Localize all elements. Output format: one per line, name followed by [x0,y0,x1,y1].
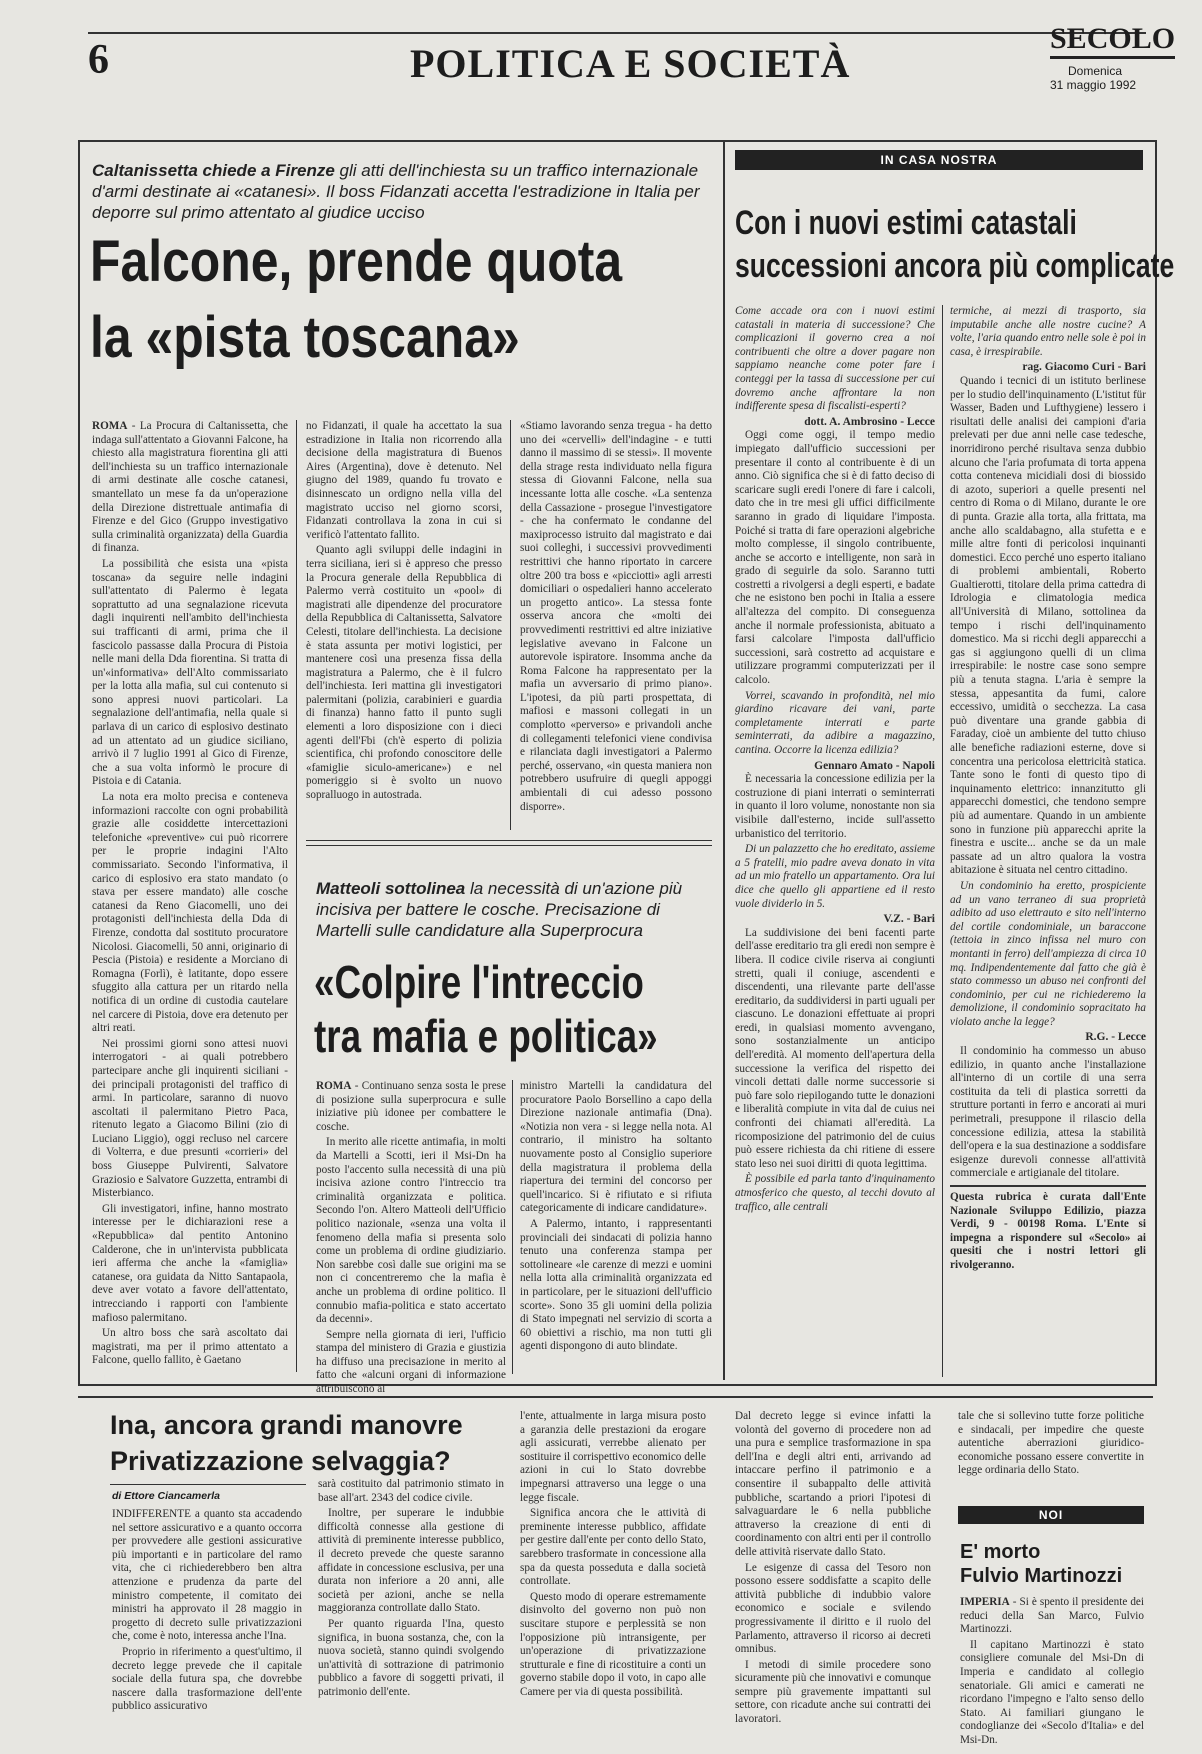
falcone-column-1 [92,420,288,1372]
falcone-col1-p5: Gli investigatori, infine, hanno mostrato interesse per le dichiarazioni rese a «Repubblica» dal pentito Antonino Calderone, che in un'intervista pubblicata ieri afferma che anche la «famiglia» catanese, ora guidata da Nitto Santapaola, deve aver votato a favore dell'attentato, intrecciando i rapporti con l'ambiente mafioso palermitano. [92,1202,288,1324]
estimi-answer-5: Il condominio ha commesso un abuso edilizio, in quanto anche l'installazione all'interno di un cortile di una serra costituita da teli di plastica sorretti da strutture portanti in ferro e ancorati ai muri perimetrali, presuppone il rilascio della concessione edilizia, attesa la stabilità dell'opera e la sua destinazione a soddisfare esigenze durevoli connesse all'attività commerciale e artigianale del titolare. [950,1045,1146,1180]
ina-col3-p3: Questo modo di operare estremamente disinvolto del governo non può non suscitare stupore e perplessità se non l'opposizione più intransigente, per un'operazione di privatizzazione strutturale e fine di ricostituire a conti un governo stabile dopo il voto, in capo alle Camere per via di questa possibilità. [520,1590,706,1698]
noi-headline-line2: Fulvio Martinozzi [960,1565,1123,1587]
estimi-answer-1: Oggi come oggi, il tempo medio impiegato dall'ufficio successioni per presentare il conto al contribuente è di un anno. Ciò significa che si è di fatto deciso di scaricare sugli eredi l'onere di fare i calcoli, dato che in tre mesi gli uffici difficilmente saranno in grado di liquidare l'imposta. Poiché si tratta di fare operazioni algebriche molto complesse, il singolo contribuente, anche se accorto e intelligente, non sarà in grado di seguirle da solo. Saranno tutti costretti a rivolgersi a degli esperti, e badate che ne esistono ben pochi in Italia a essere all'altezza del compito. Di conseguenza anche il normale professionista, abituato a farsi calcolare l'imposta dall'ufficio successioni, sarà costretto ad acquistare e utilizzare programmi computerizzati per il calcolo. [735,429,935,687]
gutter-rule [510,420,511,830]
noi-banner: NOI [958,1506,1144,1524]
gutter-rule [512,1080,513,1374]
noi-dateline: IMPERIA [960,1596,1010,1608]
section-title: POLITICA E SOCIETÀ [410,41,851,86]
page-number: 6 [88,37,109,83]
ina-column-3 [520,1410,706,1748]
ina-headline-line2: Privatizzazione selvaggia? [110,1446,451,1476]
falcone-col1-p1: - La Procura di Caltanissetta, che indaga sull'attentato a Giovanni Falcone, ha chiesto alla magistratura fiorentina gli atti dell'inchiesta su un traffico internazionale di armi destinate alle cosche catanesi, smantellato un mese fa da un'operazione della Direzione distrettuale antimafia di Firenze e del Gico (Gruppo investigativo sulla criminalità organizzata) della Guardia di finanza. [92,420,288,555]
matteoli-dateline: ROMA [316,1080,352,1092]
falcone-col1-p4: Nei prossimi giorni sono attesi nuovi interrogatori - ai quali potrebbero partecipare anche gli inquirenti siciliani - dei principali protagonisti del traffico di armi. In particolare, saranno di nuovo ascoltati il palermitano Pietro Paca, ritenuto legato a Giacomo Bilini (zio di Luciano Liggio), oggi recluso nel carcere di Volterra, e due presunti «corrieri» del boss Giuseppe Pulvirenti, Salvatore Graziosio e Salvatore Guzzetta, entrambi di Misterbianco. [92,1037,288,1200]
estimi-question-2: Vorrei, scavando in profondità, nel mio giardino ricavare dei vani, parte completamente interrati e parte seminterrati, da adibire a magazzino, cantina. Occorre la licenza edilizia? [735,689,935,756]
bottom-section-rule [78,1396,1153,1398]
matteoli-top-rule-2 [306,845,712,846]
byline-rule [110,1484,306,1485]
matteoli-col2-p1: ministro Martelli la candidatura del procuratore Paolo Borsellino a capo della Direzione nazionale antimafia (Dna). «Notizia non vera - si legge nella nota. Al contrario, il ministro ha soltanto nuovamente posto al Consiglio superiore della magistratura il problema della riapertura dei termini del concorso per quell'incarico. Si è rifiutato e si rifiuta categoricamente di indicare candidature». [520,1080,712,1215]
falcone-column-2 [306,420,502,830]
matteoli-column-1 [316,1080,506,1396]
falcone-col3-p1: «Stiamo lavorando senza tregua - ha detto uno dei «cervelli» dell'indagine - e tutti danno il massimo di se stessi». Il movente della strage resta individuato nella figura stessa di Giovanni Falcone, nella sua incessante lotta alle cosche. «La sentenza della Cassazione - prosegue l'investigatore - che ha confermato le condanne del maxiprocesso istruito dal magistrato e dai suoi colleghi, i successivi provvedimenti restrittivi che hanno riportato in carcere oltre 200 tra boss e «picciotti» agli arresti domiciliari o ospedalieri hanno accelerato un progetto antico». La stessa fonte osserva ancora che «molti dei provvedimenti restrittivi ed altre iniziative legislative avevano in Falcone un autorevole ispiratore. Insomma anche da Roma Falcone ha rappresentato per la mafia un avversario di primo piano». L'ipotesi, da più parti prospettata, di mafiosi e massoni collegati in un complotto «perverso» e privandoli anche di collegamenti telefonici viene condivisa e rilanciata dagli investigatori a Palermo perché, osservano, «in questa maniera non potrebbero usufruire di quegli appoggi ambientali di cui adesso possono disporre». [520,420,712,813]
ina-col3-p1: l'ente, attualmente in larga misura posto a garanzia delle prestazioni da erogare agli assicurati, verrebbe alienato per sostituire il corrispettivo economico delle azioni in cui lo Stato dovrebbe impegnarsi attraverso una legge o una legge fiscale. [520,1410,706,1504]
falcone-col2-p2: Quanto agli sviluppi delle indagini in terra siciliana, ieri si è appreso che presso la Procura generale della Repubblica di Palermo verrà costituito un «pool» di magistrati alle dipendenze del procuratore della Repubblica di Caltanissetta, Salvatore Celesti, titolare dell'inchiesta. La decisione è stata assunta per motivi logistici, per mantenere così una presenza fissa della magistratura a Palermo, che è il fulcro dell'inchiesta. Ieri mattina gli investigatori palermitani (polizia, carabinieri e guardia di finanza) hanno fatto il punto sugli elementi a loro disposizione con i dieci agenti dell'Fbi (ch'è esperto di polizia scientifica, chi profondo conoscitore delle «famiglie siculo-americane») e nel pomeriggio si è svolto un nuovo sopralluogo in autostrada. [306,544,502,802]
estimi-question-4-signature: rag. Giacomo Curi - Bari [1022,361,1146,374]
falcone-headline-line1: Falcone, prende quota [90,229,623,294]
newspaper-logo: SECOLO [1050,22,1175,59]
matteoli-col1-p3: Sempre nella giornata di ieri, l'ufficio stampa del ministero di Grazia e giustizia ha diffuso una precisazione in merito al fatto che «alcuni organi di informazione attribuiscono al [316,1328,506,1396]
ina-col2-p1: sarà costituito dal patrimonio stimato in base all'art. 2343 del codice civile. [318,1478,504,1504]
ina-col1-p2: Proprio in riferimento a quest'ultimo, il decreto legge prevede che il capitale sociale della futura spa, che dovrebbe nascere dalla trasformazione dell'ente pubblico assicurativo [112,1645,302,1713]
ina-col4-p2: Le esigenze di cassa del Tesoro non possono essere soddisfatte a scapito delle attività pubbliche di indubbio valore economico e sociale e svilendo progressivamente il diritto e il ruolo del Parlamento, attraverso il ricorso ai decreti omnibus. [735,1561,931,1656]
estimi-question-3-signature: V.Z. - Bari [883,913,935,926]
estimi-headline-line2: successioni ancora più complicate [735,247,1175,285]
in-casa-nostra-banner: IN CASA NOSTRA [735,150,1143,170]
estimi-question-5: Un condominio ha eretto, prospiciente ad un vano terraneo di sua proprietà adibito ad uso elettrauto e sito nell'interno del cortile condominiale, un baraccone (tettoia in zinco infissa nel muro con montanti in ferro) dell'ampiezza di circa 10 mq. Indipendentemente dal fatto che già è stato commesso un abuso nei confronti del condominio, per cui ne richiederemo la demolizione, il condominio sopracitato ha violato anche la legge? [950,879,1146,1028]
issue-day: Domenica [1068,64,1123,78]
falcone-column-3 [520,420,712,830]
estimi-question-2-signature: Gennaro Amato - Napoli [814,759,935,772]
estimi-credit: Questa rubrica è curata dall'Ente Nazionale Sviluppo Edilizio, piazza Verdi, 9 - 00198 Roma. L'Ente si impegna a rispondere sul «Secolo» ai quesiti che i nostri lettori gli rivolgeranno. [950,1185,1146,1273]
ina-headline-line1: Ina, ancora grandi manovre [110,1410,463,1440]
estimi-question-3: Di un palazzetto che ho ereditato, assieme a 5 fratelli, mio padre aveva donato in vita ad un mio fratello un appartamento. Ora lui dice che quello gli appartiene ed il resto vuole dividerlo in 5. [735,843,935,910]
ina-col2-p3: Per quanto riguarda l'Ina, questo significa, in buona sostanza, che, con la nuova società, stanno quindi svolgendo un'attività di sottrazione di patrimonio pubblico a favore di soggetti privati, il patrimonio dell'ente. [318,1617,504,1698]
noi-column [960,1596,1144,1748]
ina-col4-p3: I metodi di simile procedere sono sicuramente più che innovativi e comunque sempre più gravemente impattanti sul settore, con ricadute anche sui contratti dei lavoratori. [735,1658,931,1726]
ina-col1-p1: INDIFFERENTE a quanto sta accadendo nel settore assicurativo e a quanto occorra per provvedere alle gestioni assicurative più importanti e in particolare del ramo vita, che ci richiederebbero ben altra attenzione e prudenza da parte del ministro competente, il comitato dei ministri ha approvato il 28 maggio in progetto di decreto sulle privatizzazioni che, come è noto, interessa anche l'Ina. [112,1508,302,1643]
gutter-rule [942,305,943,1377]
ina-column-5 [958,1410,1144,1490]
matteoli-column-2 [520,1080,712,1374]
falcone-kicker-lead: Caltanissetta chiede a Firenze [92,161,335,180]
estimi-column-1 [735,305,935,1377]
estimi-question-1: Come accade ora con i nuovi estimi catastali in materia di successione? Che complicazioni il governo crea a noi contribuenti che oltre a dover pagare non sappiamo neanche come poter fare i conteggi per la tassa di successione per cui dovremo anche affrontare la non indifferente spesa di fiscalisti-esperti? [735,305,935,413]
falcone-col1-p2: La possibilità che esista una «pista toscana» da seguire nelle indagini sull'attentato di Palermo è legata soprattutto ad una segnalazione ricevuta dagli inquirenti nell'ambito dell'inchiesta sui trafficanti di armi, prima che il fascicolo passasse dalla Procura di Pistoia nelle mani della Dda fiorentina. Si tratta di un'«informativa» dell'Alto commissariato per la lotta alla mafia, sul cui contenuto si sono appresi nuovi particolari. La segnalazione dell'antimafia, nella quale si parlava di un carico di esplosivo destinato ad un attentato ad un giudice siciliano, arrivò il 7 luglio 1991 al Gico di Firenze, che a sua volta informò le procure di Pistoia e di Catania. [92,557,288,788]
estimi-answer-2: È necessaria la concessione edilizia per la costruzione di piani interrati o seminterrati in quanto il loro volume, nonostante non sia visibile dall'esterno, incide sull'assetto urbanistico del territorio. [735,773,935,840]
estimi-question-1-signature: dott. A. Ambrosino - Lecce [804,415,935,428]
issue-date: 31 maggio 1992 [1050,78,1137,92]
noi-p1: - Si è spento il presidente dei reduci della San Marco, Fulvio Martinozzi. [960,1596,1144,1636]
ina-column-1 [112,1508,302,1748]
matteoli-headline-line1: «Colpire l'intreccio [314,956,644,1008]
estimi-answer-3: La suddivisione dei beni facenti parte dell'asse ereditario tra gli eredi non sempre è libera. Il codice civile riserva ai congiunti stretti, quali il coniuge, ascendenti e discendenti, una rilevante parte dell'asse ereditario, da suddividersi in parti uguali per ciascuno. Le donazioni effettuate ai propri eredi, in qualsiasi momento avvengano, sono sostanzialmente un anticipo dell'eredità. Al momento dell'apertura della successione la verifica del rispetto dei vincoli dettati dalle norme successorie si può fare solo riepilogando tutte le donazioni e liberalità compiute in vita dal de cuius nei confronti dei chiamati all'eredità. La ricomposizione del patrimonio del de cuius può essere richiesta da chi ritiene di essere stato leso nei suoi diritti di quota legittima. [735,926,935,1170]
falcone-kicker-rest: gli atti dell'inchiesta su un traffico internazionale d'armi destinate ai «catanesi». Il boss Fidanzati accetta l'estradizione in Italia per deporre sul primo attentato al giudice ucciso [92,161,700,222]
masthead-rule [88,32,1146,34]
column-divider [723,142,725,1380]
estimi-answer-4: Quando i tecnici di un istituto berlinese per lo studio dell'inquinamento (L'istitut für Wasser, Baden und Lufthygiene) lessero i risultati delle analisi dei campioni d'aria prelevati per due anni nelle case tedesche, inorridirono perché risultava senza dubbio alcuno che l'aria profumata di torta appena cotta conteneva micidiali dosi di biossido di azoto, superiori a quelle presenti nel centro di Roma o di Milano, durante le ore di punta. Grazie alla torta, alla frittata, ma anche allo scaldabagno, alla stufetta e e mille altre fonti di pericolosi inquinanti domestici. Ecco perché uno esperto italiano di problemi ambientali, Roberto Gualtierotti, titolare della prima cattedra di Idrologia e climatologia medica all'Università di Milano, sottolinea da tempo i rischi dell'inquinamento domestico. Ma si ricchi degli apparecchi a gas si aggiungono quelli di un clima irrespirabile: le nostre case sono sempre più a tenuta stagna. L'aria è sempre la stessa, appesantita da fumi, calore eccessivo, umidità o secchezza. La casa può diventare una grande gabbia di Faraday, cioè un ambiente del tutto chiuso alle benefiche radiazioni esterne, dove si concentra una pericolosa elettricità statica. Tante sono le fonti di questo tipo di inquinamento elettrico: innanzitutto gli apparecchi domestici, che tendono sempre più ad aumentare. Quando in un ambiente sono in funzione più apparecchi aprite la finestra e uscite... anche se da un male passate ad un altro qualora la vostra abitazione è situata nel centro cittadino. [950,374,1146,877]
matteoli-headline-line2: tra mafia e politica» [314,1010,658,1062]
matteoli-top-rule [306,840,712,841]
estimi-question-5-signature: R.G. - Lecce [1085,1031,1146,1044]
ina-col4-p1: Dal decreto legge si evince infatti la volontà del governo di procedere non ad una pura e semplice trasformazione in spa dell'Ina e degli altri enti, arrivando ad intaccare perfino il patrimonio e a consentire il subappalto delle attività pubbliche, scartando a priori l'ipotesi di salvaguardare le 6 nella pubbliche attraverso la creazione di enti di coordinamento con altri enti per il controllo delle attività riservate dallo Stato. [735,1410,931,1558]
matteoli-col1-p2: In merito alle ricette antimafia, in molti da Martelli a Scotti, ieri il Msi-Dn ha posto l'accento sulla necessità di una più incisiva azione contro l'intreccio tra criminalità organizzata e politica. Secondo l'on. Altero Matteoli dell'Ufficio politico nazionale, «senza una volta il fenomeno della mafia si presenta solo come un problema di ordine giudiziario. Non sarebbe così dalle sue origini ma se non ci concentreremo che la mafia è anche un problema di ordine politico. Il connubio mafia-politica e stato accertato da decenni». [316,1136,506,1326]
ina-column-2 [318,1478,504,1748]
estimi-question-4-cont: termiche, ai mezzi di trasporto, sia imputabile anche alle nostre cucine? A volte, l'aria quando entro nelle sole è poi in casa, è irrespirabile. [950,305,1146,358]
matteoli-col2-p2: A Palermo, intanto, i rappresentanti provinciali dei sindacati di polizia hanno tenuto una conferenza stampa per sottolineare «le carenze di mezzi e uomini nella lotta alla criminalità organizzata ed in particolare, per le situazioni dell'ufficio scorte». Sono 35 gli uomini della polizia di Stato impegnati nel servizio di scorta a 60 obiettivi a rischio, ma non tutti gli agenti dispongono di auto blindate. [520,1217,712,1353]
ina-col3-p2: Significa ancora che le attività di preminente interesse pubblico, affidate per gestire dall'ente per conto dello Stato, sarebbero trasformate in concessione alla spa da questa posseduta e dalla società controllate. [520,1507,706,1588]
ina-col2-p2: Inoltre, per superare le indubbie difficoltà connesse alla gestione di attività di preminente interesse pubblico, il decreto prevede che queste saranno affidate in concessione esclusiva, per una durata non inferiore a 20 anni, alle società per azioni, anche se nella maggioranza controllate dallo Stato. [318,1507,504,1615]
matteoli-kicker-rest: la necessità di un'azione più incisiva per battere le cosche. Precisazione di Martelli sulle candidature alla Superprocura [316,879,683,940]
matteoli-kicker [316,878,708,941]
estimi-column-2 [950,305,1146,1375]
falcone-headline-line2: la «pista toscana» [90,305,520,370]
estimi-question-4: È possibile ed parla tanto d'inquinamento atmosferico che questo, al tecchi dovuto al traffico, alle centrali [735,1173,935,1213]
matteoli-kicker-lead: Matteoli sottolinea [316,879,466,898]
noi-headline-line1: E' morto [960,1541,1041,1563]
ina-byline: di Ettore Ciancamerla [112,1490,220,1502]
falcone-kicker [92,160,702,223]
falcone-col1-p3: La nota era molto precisa e conteneva informazioni raccolte con ogni probabilità grazie alle cosiddette intercettazioni telefoniche «preventive» cui può ricorrere per le proprie indagini l'Alto commissariato. Secondo l'informativa, il carico di esplosivo era stato mandato (o stava per essere mandato) alle cosche catanesi da Reno Giacomelli, uno dei protagonisti dell'inchiesta della Dda di Firenze, condotta dal sostituto procuratore Nicolosi. Giacomelli, 50 anni, originario di Pescia (Pistoia) e residente a Morciano di Romagna (Forlì), è latitante, dopo essere sfuggito alla cattura per un ritardo nella notifica di un ordine di custodia cautelare nel carcere di Pistoia, dove era detenuto per altri reati. [92,791,288,1035]
falcone-col2-p1: no Fidanzati, il quale ha accettato la sua estradizione in Italia non ricorrendo alla decisione della magistratura di Buenos Aires (Argentina), dove è detenuto. Nel giugno del 1989, quando fu trovato e disinnescato un ordigno nella villa del magistrato ucciso nel giorno scorsi, Fidanzati controllava la zona in cui si verificò l'attentato fallito. [306,420,502,541]
ina-column-4 [735,1410,931,1748]
estimi-headline-line1: Con i nuovi estimi catastali [735,204,1077,242]
matteoli-col1-p1: - Continuano senza sosta le prese di posizione sulla superprocura e sulle iniziative più idonee per combattere le cosche. [316,1080,506,1133]
ina-col5-p1: tale che si sollevino tutte forze politiche e sindacali, per impedire che queste autentiche aberrazioni giuridico-economiche possano essere convertite in legge ordinaria dello Stato. [958,1410,1144,1477]
falcone-col1-p6: Un altro boss che sarà ascoltato dai magistrati, ma per il primo attentato a Falcone, quello fallito, è Gaetano [92,1327,288,1367]
noi-p2: Il capitano Martinozzi è stato consigliere comunale del Msi-Dn di Imperia e candidato al collegio senatoriale. Gli amici e camerati ne ricordano l'impegno e l'alto senso dello Stato. Ai familiari giungano le condoglianze dei «Secolo d'Italia» e del Msi-Dn. [960,1638,1144,1746]
gutter-rule [296,420,297,1372]
falcone-dateline: ROMA [92,420,128,432]
